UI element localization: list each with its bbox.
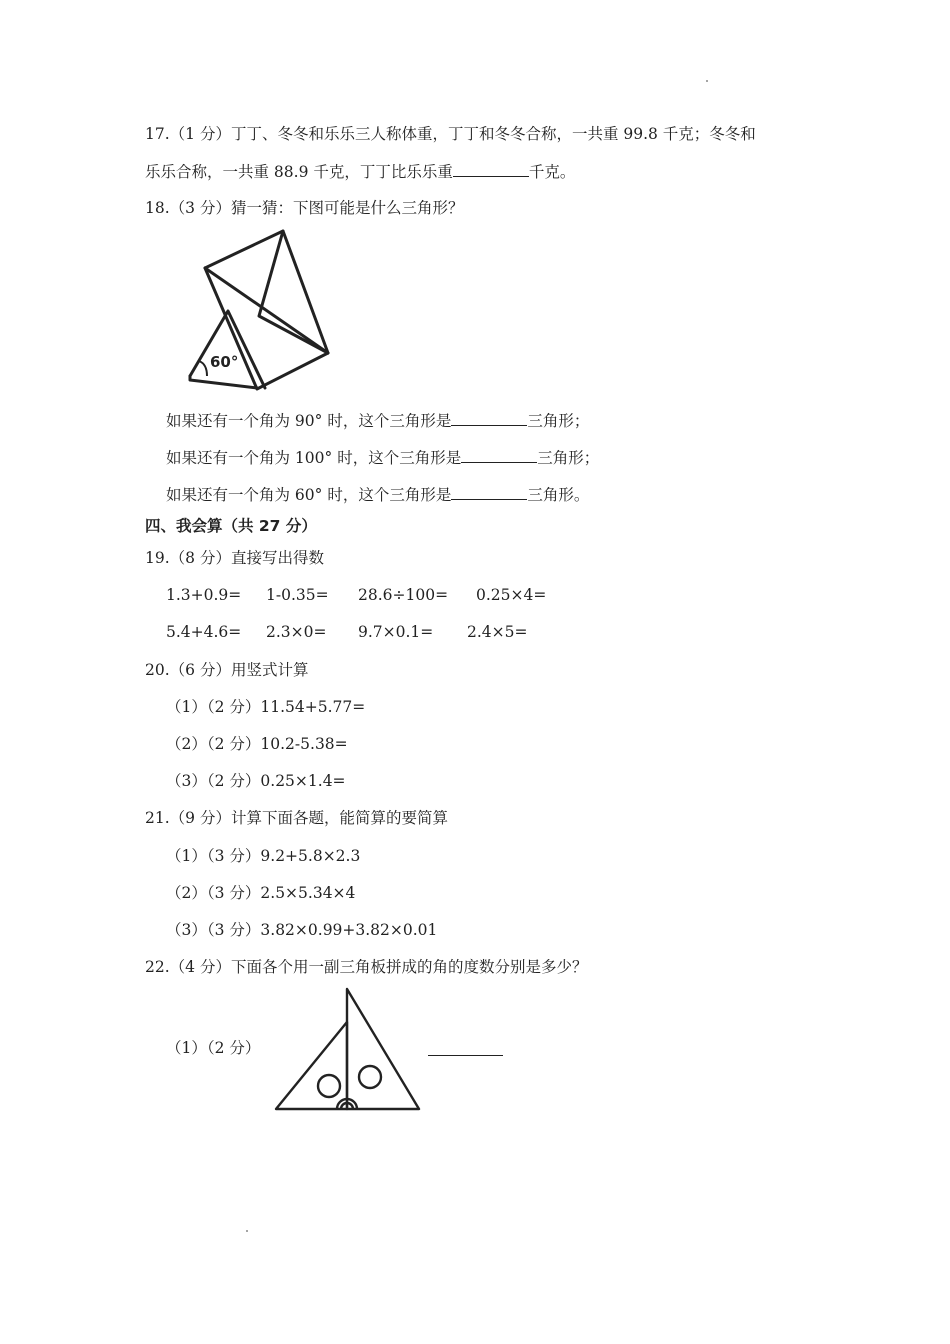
q18-answer-blank-1[interactable] — [451, 411, 527, 426]
q20-item-3: （3）（2 分）0.25×1.4= — [166, 772, 346, 790]
q21-item-1: （1）（3 分）9.2+5.8×2.3 — [166, 847, 361, 865]
q17-line2-post: 千克。 — [528, 163, 576, 181]
q22-board-hole-left — [318, 1075, 340, 1097]
q18-angle-arc — [199, 361, 207, 376]
q19-expr-1-3: 28.6÷100= — [358, 586, 449, 604]
q19-title: 19.（8 分）直接写出得数 — [145, 549, 324, 567]
q19-expr-1-4: 0.25×4= — [476, 586, 547, 604]
q22-board-hole-right — [359, 1066, 381, 1088]
q21-item-2: （2）（3 分）2.5×5.34×4 — [166, 884, 356, 902]
q19-expr-2-4: 2.4×5= — [467, 623, 528, 641]
q21-title: 21.（9 分）计算下面各题，能简算的要简算 — [145, 809, 448, 827]
q18-line-3-post: 三角形。 — [527, 486, 590, 504]
q18-answer-blank-3[interactable] — [451, 485, 527, 500]
q18-line-1 — [166, 411, 589, 431]
q19-expr-1-1: 1.3+0.9= — [166, 586, 242, 604]
page-dot-bottom — [246, 1230, 248, 1232]
q18-angle-label: 60° — [210, 353, 239, 371]
q18-answer-blank-2[interactable] — [461, 448, 537, 463]
q21-item-3: （3）（3 分）3.82×0.99+3.82×0.01 — [166, 921, 438, 939]
q18-line-3 — [166, 485, 589, 505]
q19-expr-2-2: 2.3×0= — [266, 623, 327, 641]
q19-expr-2-3: 9.7×0.1= — [358, 623, 434, 641]
q22-answer-blank-1[interactable] — [428, 1055, 503, 1056]
q22-board-45deg — [276, 1022, 347, 1109]
q20-item-1: （1）（2 分）11.54+5.77= — [166, 698, 366, 716]
q18-line-2-post: 三角形； — [537, 449, 600, 467]
q20-item-2: （2）（2 分）10.2-5.38= — [166, 735, 348, 753]
q18-line-1-post: 三角形； — [527, 412, 590, 430]
q18-line-2 — [166, 448, 599, 468]
q22-triangle-boards-figure — [274, 986, 424, 1114]
q18-fold-line-2 — [259, 231, 328, 353]
q19-expr-1-2: 1-0.35= — [266, 586, 329, 604]
page-dot-top — [706, 80, 708, 82]
q18-base-line — [190, 376, 257, 388]
q17-line1: 17.（1 分）丁丁、冬冬和乐乐三人称体重，丁丁和冬冬合称，一共重 99.8 千克；冬冬和 — [145, 125, 756, 143]
q17-line2-pre: 乐乐合称，一共重 88.9 千克，丁丁比乐乐重 — [145, 163, 453, 181]
q22-sub-1-label: （1）（2 分） — [166, 1039, 261, 1057]
q18-line-2-pre: 如果还有一个角为 100° 时，这个三角形是 — [166, 449, 462, 467]
q18-title: 18.（3 分）猜一猜：下图可能是什么三角形？ — [145, 199, 464, 217]
q17-line2 — [145, 162, 575, 182]
q17-answer-blank[interactable] — [453, 162, 529, 177]
q18-triangle-figure — [185, 228, 345, 398]
q19-expr-2-1: 5.4+4.6= — [166, 623, 242, 641]
q22-title: 22.（4 分）下面各个用一副三角板拼成的角的度数分别是多少？ — [145, 958, 588, 976]
section-4-heading: 四、我会算（共 27 分） — [145, 517, 317, 535]
q18-line-1-pre: 如果还有一个角为 90° 时，这个三角形是 — [166, 412, 452, 430]
q18-line-3-pre: 如果还有一个角为 60° 时，这个三角形是 — [166, 486, 452, 504]
q20-title: 20.（6 分）用竖式计算 — [145, 661, 309, 679]
q22-board-30-60deg — [347, 989, 419, 1109]
